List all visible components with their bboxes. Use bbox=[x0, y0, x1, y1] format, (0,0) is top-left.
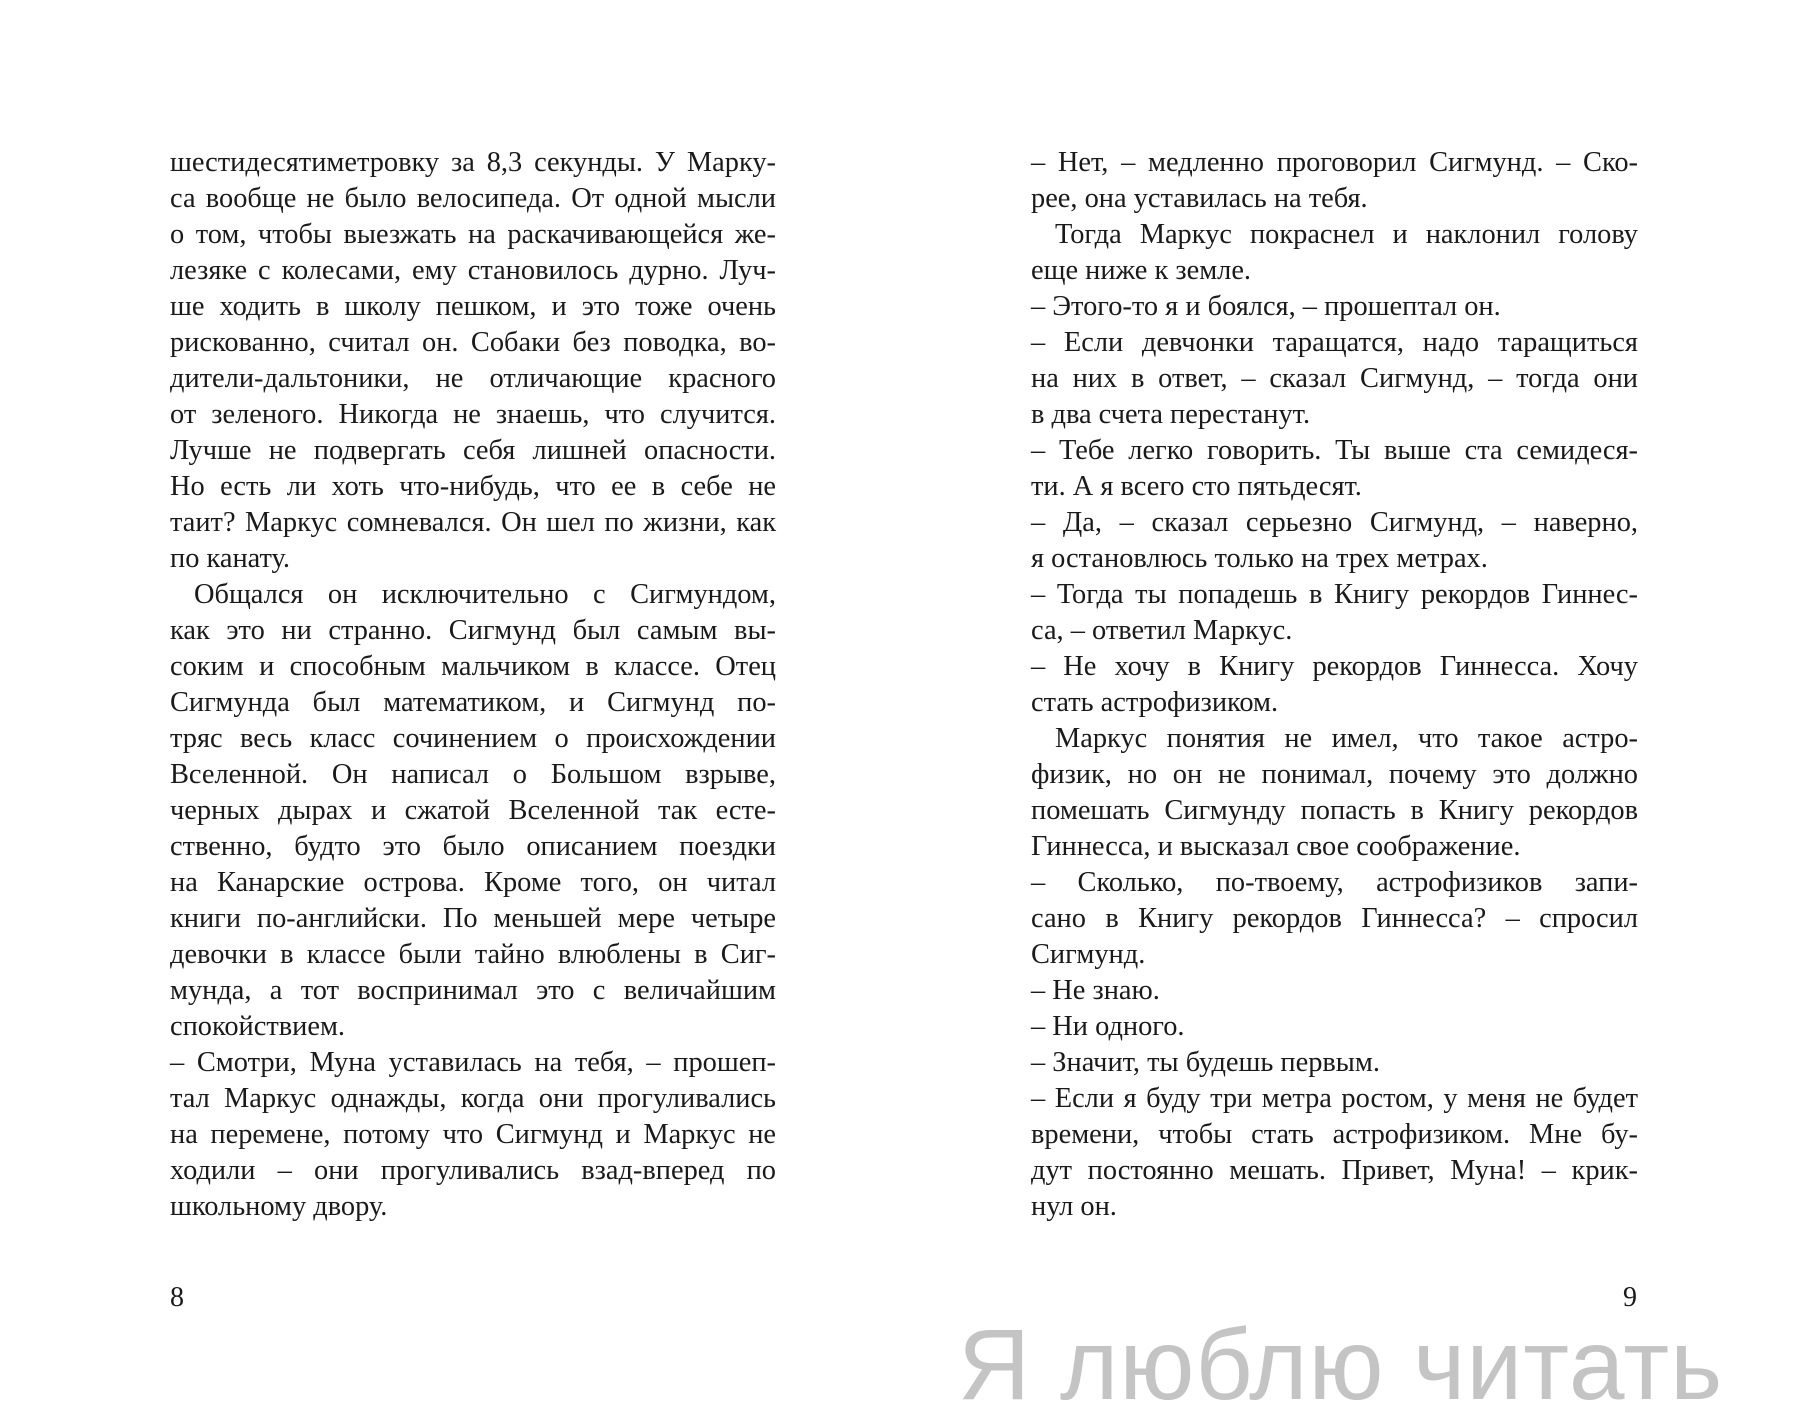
text-line: о том, чтобы выезжать на раскачивающейся же- bbox=[170, 219, 776, 250]
left-page-number: 8 bbox=[170, 1282, 184, 1313]
text-line: Общался он исключительно с Сигмундом, bbox=[194, 579, 776, 610]
watermark-text: Я люблю читать bbox=[958, 1309, 1724, 1421]
text-line: ственно, будто это было описанием поездки bbox=[170, 831, 776, 862]
text-line: стать астрофизиком. bbox=[1031, 687, 1279, 718]
text-line: мунда, а тот воспринимал это с величайшим bbox=[170, 975, 776, 1006]
text-line: в два счета перестанут. bbox=[1031, 399, 1311, 430]
text-line: рискованно, считал он. Собаки без поводка, во- bbox=[170, 327, 776, 358]
text-line: тал Маркус однажды, когда они прогуливались bbox=[170, 1083, 776, 1114]
text-line: дут постоянно мешать. Привет, Муна! – крик- bbox=[1031, 1155, 1638, 1186]
text-line: дители-дальтоники, не отличающие красного bbox=[170, 363, 776, 394]
text-line: от зеленого. Никогда не знаешь, что случится. bbox=[170, 399, 776, 430]
text-line: ходили – они прогуливались взад-вперед по bbox=[170, 1155, 776, 1186]
text-line: как это ни странно. Сигмунд был самым вы- bbox=[170, 615, 776, 646]
text-line: лезяке с колесами, ему становилось дурно. Луч- bbox=[170, 255, 776, 286]
right-page-number: 9 bbox=[1623, 1282, 1637, 1313]
text-line: – Тебе легко говорить. Ты выше ста семидеся- bbox=[1031, 435, 1638, 466]
text-line: таит? Маркус сомневался. Он шел по жизни, как bbox=[170, 507, 776, 538]
text-line: еще ниже к земле. bbox=[1031, 255, 1252, 286]
text-line: – Не знаю. bbox=[1031, 975, 1160, 1006]
text-line: спокойствием. bbox=[170, 1011, 346, 1042]
text-line: помешать Сигмунду попасть в Книгу рекордов bbox=[1031, 795, 1638, 826]
text-line: Сигмунд. bbox=[1031, 939, 1146, 970]
text-line: Маркус понятия не имел, что такое астро- bbox=[1055, 723, 1638, 754]
text-line: – Не хочу в Книгу рекордов Гиннесса. Хочу bbox=[1031, 651, 1638, 682]
text-line: школьному двору. bbox=[170, 1191, 388, 1222]
text-line: сано в Книгу рекордов Гиннесса? – спросил bbox=[1031, 903, 1638, 934]
text-line: – Тогда ты попадешь в Книгу рекордов Гиннес- bbox=[1031, 579, 1638, 610]
text-line: на них в ответ, – сказал Сигмунд, – тогда они bbox=[1031, 363, 1638, 394]
text-line: Тогда Маркус покраснел и наклонил голову bbox=[1055, 219, 1638, 250]
text-line: – Смотри, Муна уставилась на тебя, – прошеп- bbox=[170, 1047, 776, 1078]
text-line: – Да, – сказал серьезно Сигмунд, – наверно, bbox=[1031, 507, 1638, 538]
text-line: ше ходить в школу пешком, и это тоже очень bbox=[170, 291, 776, 322]
text-line: ти. А я всего сто пятьдесят. bbox=[1031, 471, 1362, 502]
text-line: Лучше не подвергать себя лишней опасности. bbox=[170, 435, 776, 466]
text-line: рее, она уставилась на тебя. bbox=[1031, 183, 1368, 214]
text-line: на перемене, потому что Сигмунд и Маркус не bbox=[170, 1119, 776, 1150]
text-line: са вообще не было велосипеда. От одной мысли bbox=[170, 183, 776, 214]
text-line: Гиннесса, и высказал свое соображение. bbox=[1031, 831, 1521, 862]
text-line: я остановлюсь только на трех метрах. bbox=[1031, 543, 1488, 574]
text-line: времени, чтобы стать астрофизиком. Мне бу- bbox=[1031, 1119, 1638, 1150]
text-line: на Канарские острова. Кроме того, он читал bbox=[170, 867, 776, 898]
left-page-text bbox=[170, 145, 776, 1225]
text-line: девочки в классе были тайно влюблены в Сиг- bbox=[170, 939, 776, 970]
text-line: – Если я буду три метра ростом, у меня не будет bbox=[1031, 1083, 1638, 1114]
text-line: Сигмунда был математиком, и Сигмунд по- bbox=[170, 687, 776, 718]
text-line: – Значит, ты будешь первым. bbox=[1031, 1047, 1380, 1078]
text-line: Но есть ли хоть что-нибудь, что ее в себе не bbox=[170, 471, 776, 502]
text-line: книги по-английски. По меньшей мере четыре bbox=[170, 903, 776, 934]
text-line: – Нет, – медленно проговорил Сигмунд. – Ско- bbox=[1031, 147, 1638, 178]
text-line: – Ни одного. bbox=[1031, 1011, 1185, 1042]
text-line: – Этого-то я и боялся, – прошептал он. bbox=[1031, 291, 1501, 322]
right-page-text bbox=[1031, 145, 1638, 1225]
text-line: черных дырах и сжатой Вселенной так есте- bbox=[170, 795, 776, 826]
text-line: тряс весь класс сочинением о происхождении bbox=[170, 723, 776, 754]
text-line: – Сколько, по-твоему, астрофизиков запи- bbox=[1031, 867, 1638, 898]
text-line: нул он. bbox=[1031, 1191, 1117, 1222]
text-line: физик, но он не понимал, почему это должно bbox=[1031, 759, 1638, 790]
text-line: шестидесятиметровку за 8,3 секунды. У Марку- bbox=[170, 147, 776, 178]
text-line: – Если девчонки таращатся, надо таращиться bbox=[1031, 327, 1638, 358]
text-line: соким и способным мальчиком в классе. Отец bbox=[170, 651, 776, 682]
text-line: по канату. bbox=[170, 543, 290, 574]
text-line: са, – ответил Маркус. bbox=[1031, 615, 1293, 646]
text-line: Вселенной. Он написал о Большом взрыве, bbox=[170, 759, 776, 790]
